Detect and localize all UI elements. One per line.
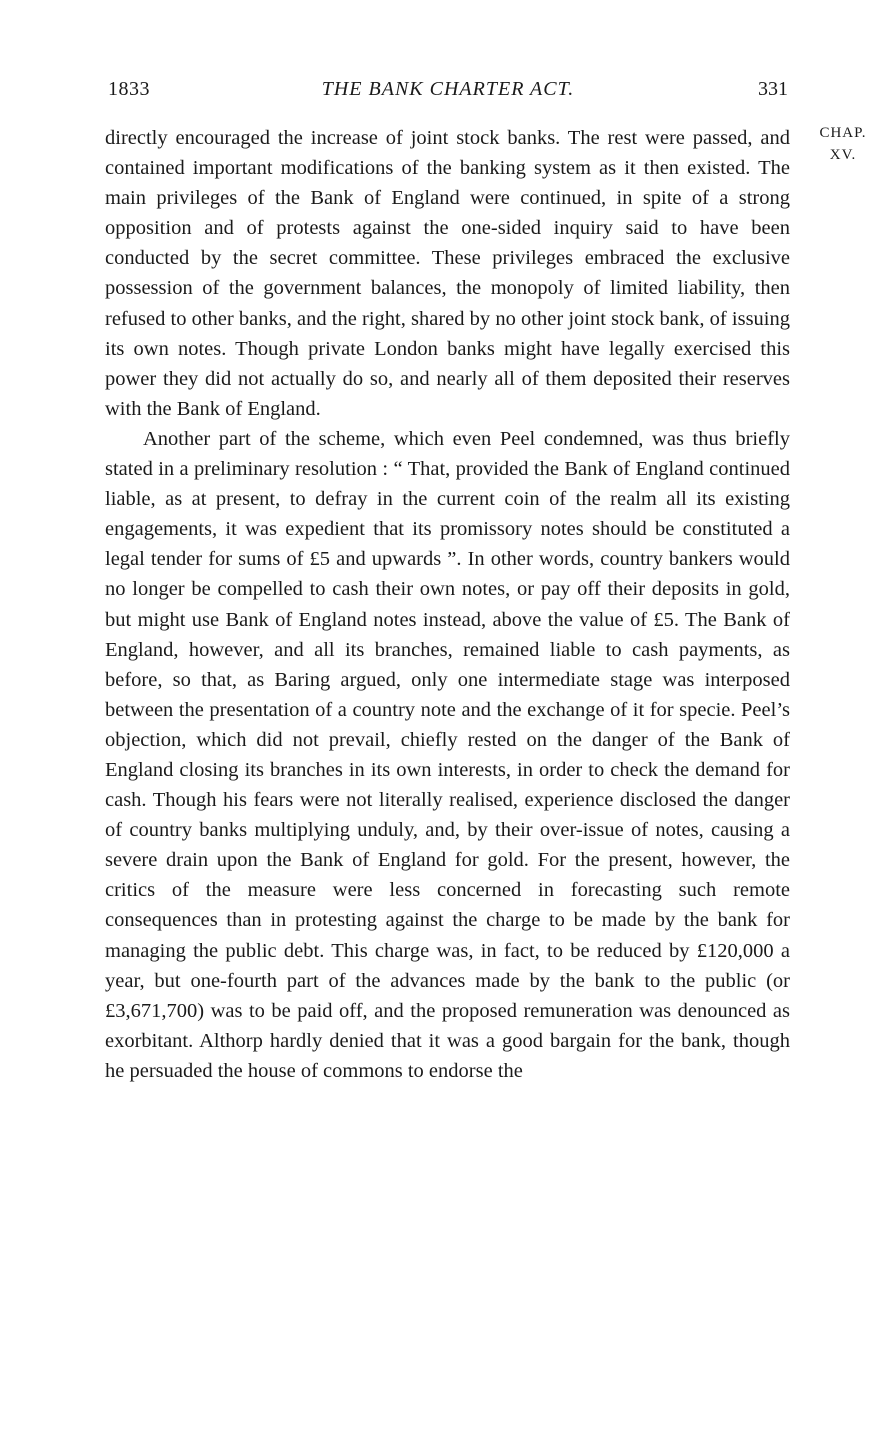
chapter-label: CHAP. bbox=[819, 125, 867, 141]
chapter-margin-note bbox=[803, 122, 883, 166]
page-header bbox=[108, 78, 788, 108]
header-year: 1833 bbox=[108, 78, 150, 100]
running-title: THE BANK CHARTER ACT. bbox=[321, 78, 575, 100]
paragraph-2: Another part of the scheme, which even Peel condemned, was thus briefly stated in a preliminary resolution : “ That, provided the Bank of England continued liable, as at present, to defray in the current coin of the realm all its existing engagements, it was expedient that its promissory notes should be constituted a legal tender for sums of £5 and upwards ”. In other words, country bankers would no longer be compelled to cash their own notes, or pay off their deposits in gold, but might use Bank of England notes instead, above the value of £5. The Bank of England, however, and all its branches, remained liable to cash payments, as before, so that, as Baring argued, only one intermediate stage was interposed between the presentation of a country note and the exchange of it for specie. Peel’s objection, which did not prevail, chiefly rested on the danger of the Bank of England closing its branches in its own interests, in order to check the demand for cash. Though his fears were not literally realised, experience disclosed the danger of country banks multiplying unduly, and, by their over-issue of notes, causing a severe drain upon the Bank of England for gold. For the present, however, the critics of the measure were less concerned in forecasting such remote consequences than in protesting against the charge to be made by the bank for managing the public debt. This charge was, in fact, to be reduced by £120,000 a year, but one-fourth part of the advances made by the bank to the public (or £3,671,700) was to be paid off, and the proposed remuneration was denounced as exorbitant. Althorp hardly denied that it was a good bargain for the bank, though he persuaded the house of commons to endorse the bbox=[105, 427, 790, 1082]
page-number: 331 bbox=[758, 78, 788, 100]
chapter-number: XV. bbox=[829, 147, 857, 163]
paragraph-1: directly encouraged the increase of joint stock banks. The rest were passed, and contained important modifications of the banking system as it then existed. The main privileges of the Bank of England were continued, in spite of a strong opposition and of protests against the one-sided inquiry said to have been conducted by the secret committee. These privileges embraced the exclusive possession of the government balances, the monopoly of limited liability, then refused to other banks, and the right, shared by no other joint stock bank, of issuing its own notes. Though private London banks might have legally exercised this power they did not actually do so, and nearly all of them deposited their reserves with the Bank of England. bbox=[105, 127, 790, 420]
body-text bbox=[105, 123, 790, 1086]
